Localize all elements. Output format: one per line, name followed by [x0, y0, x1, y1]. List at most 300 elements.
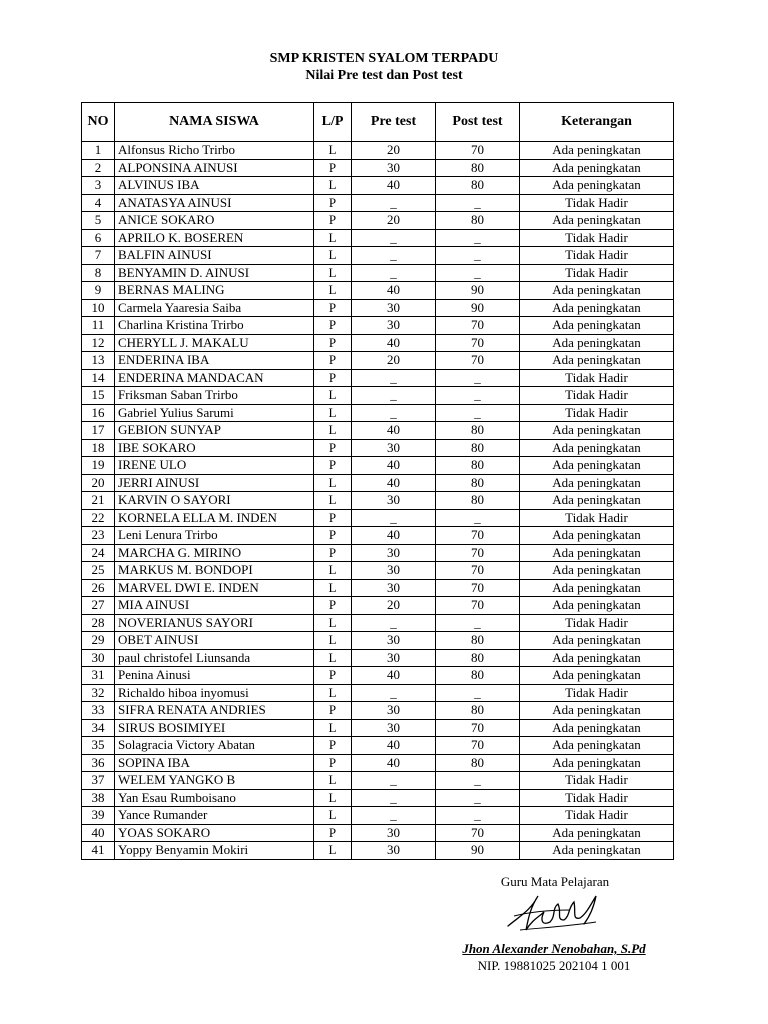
cell-remarks: Ada peningkatan — [520, 177, 674, 195]
cell-pretest: 30 — [352, 492, 436, 510]
cell-no: 3 — [82, 177, 115, 195]
table-row — [82, 719, 674, 737]
table-row — [82, 597, 674, 615]
cell-pretest: _ — [352, 684, 436, 702]
cell-remarks: Ada peningkatan — [520, 702, 674, 720]
cell-gender: L — [314, 632, 352, 650]
cell-posttest: 80 — [436, 474, 520, 492]
grades-table — [81, 102, 674, 860]
table-row — [82, 317, 674, 335]
cell-remarks: Ada peningkatan — [520, 527, 674, 545]
cell-remarks: Tidak Hadir — [520, 404, 674, 422]
cell-remarks: Tidak Hadir — [520, 614, 674, 632]
cell-posttest: 70 — [436, 824, 520, 842]
cell-no: 41 — [82, 842, 115, 860]
cell-pretest: 30 — [352, 579, 436, 597]
cell-gender: L — [314, 562, 352, 580]
cell-posttest: 70 — [436, 334, 520, 352]
cell-remarks: Ada peningkatan — [520, 142, 674, 160]
cell-remarks: Tidak Hadir — [520, 194, 674, 212]
cell-posttest: 70 — [436, 579, 520, 597]
cell-gender: L — [314, 177, 352, 195]
cell-gender: L — [314, 492, 352, 510]
table-row — [82, 789, 674, 807]
cell-posttest: 70 — [436, 317, 520, 335]
table-row — [82, 754, 674, 772]
cell-gender: P — [314, 527, 352, 545]
cell-remarks: Tidak Hadir — [520, 387, 674, 405]
cell-name: JERRI AINUSI — [115, 474, 314, 492]
table-row — [82, 684, 674, 702]
cell-no: 24 — [82, 544, 115, 562]
cell-posttest: 70 — [436, 737, 520, 755]
table-row — [82, 352, 674, 370]
cell-remarks: Ada peningkatan — [520, 842, 674, 860]
cell-remarks: Tidak Hadir — [520, 509, 674, 527]
cell-gender: L — [314, 229, 352, 247]
cell-no: 31 — [82, 667, 115, 685]
table-row — [82, 247, 674, 265]
table-row — [82, 422, 674, 440]
cell-name: KARVIN O SAYORI — [115, 492, 314, 510]
cell-pretest: 30 — [352, 719, 436, 737]
cell-gender: P — [314, 667, 352, 685]
table-row — [82, 387, 674, 405]
cell-gender: L — [314, 282, 352, 300]
cell-remarks: Ada peningkatan — [520, 317, 674, 335]
cell-no: 20 — [82, 474, 115, 492]
cell-no: 27 — [82, 597, 115, 615]
cell-no: 32 — [82, 684, 115, 702]
cell-name: Carmela Yaaresia Saiba — [115, 299, 314, 317]
cell-name: SIFRA RENATA ANDRIES — [115, 702, 314, 720]
table-row — [82, 509, 674, 527]
cell-pretest: 40 — [352, 527, 436, 545]
cell-posttest: 80 — [436, 422, 520, 440]
cell-remarks: Ada peningkatan — [520, 352, 674, 370]
cell-remarks: Ada peningkatan — [520, 422, 674, 440]
cell-no: 21 — [82, 492, 115, 510]
cell-remarks: Ada peningkatan — [520, 334, 674, 352]
cell-posttest: 70 — [436, 527, 520, 545]
cell-name: Penina Ainusi — [115, 667, 314, 685]
cell-posttest: 80 — [436, 702, 520, 720]
cell-name: NOVERIANUS SAYORI — [115, 614, 314, 632]
cell-remarks: Ada peningkatan — [520, 649, 674, 667]
cell-posttest: _ — [436, 247, 520, 265]
cell-name: ANATASYA AINUSI — [115, 194, 314, 212]
cell-gender: P — [314, 212, 352, 230]
table-row — [82, 142, 674, 160]
table-body — [82, 142, 674, 860]
cell-posttest: 70 — [436, 597, 520, 615]
cell-posttest: 70 — [436, 562, 520, 580]
cell-name: APRILO K. BOSEREN — [115, 229, 314, 247]
cell-gender: L — [314, 842, 352, 860]
cell-name: KORNELA ELLA M. INDEN — [115, 509, 314, 527]
table-row — [82, 159, 674, 177]
cell-remarks: Ada peningkatan — [520, 562, 674, 580]
table-row — [82, 457, 674, 475]
cell-pretest: 20 — [352, 597, 436, 615]
cell-name: IRENE ULO — [115, 457, 314, 475]
cell-pretest: 30 — [352, 299, 436, 317]
cell-no: 38 — [82, 789, 115, 807]
cell-posttest: _ — [436, 229, 520, 247]
cell-name: MIA AINUSI — [115, 597, 314, 615]
cell-posttest: 80 — [436, 649, 520, 667]
table-row — [82, 702, 674, 720]
cell-gender: P — [314, 824, 352, 842]
cell-no: 23 — [82, 527, 115, 545]
cell-no: 34 — [82, 719, 115, 737]
column-header-name: NAMA SISWA — [115, 103, 314, 142]
cell-pretest: _ — [352, 614, 436, 632]
cell-no: 37 — [82, 772, 115, 790]
cell-pretest: _ — [352, 772, 436, 790]
cell-remarks: Tidak Hadir — [520, 684, 674, 702]
cell-name: YOAS SOKARO — [115, 824, 314, 842]
cell-gender: L — [314, 387, 352, 405]
cell-gender: L — [314, 807, 352, 825]
cell-name: Friksman Saban Trirbo — [115, 387, 314, 405]
cell-gender: L — [314, 684, 352, 702]
cell-no: 19 — [82, 457, 115, 475]
cell-gender: P — [314, 509, 352, 527]
table-row — [82, 772, 674, 790]
cell-posttest: _ — [436, 194, 520, 212]
table-row — [82, 667, 674, 685]
cell-posttest: 90 — [436, 282, 520, 300]
table-row — [82, 282, 674, 300]
cell-remarks: Ada peningkatan — [520, 579, 674, 597]
cell-gender: L — [314, 614, 352, 632]
cell-posttest: 80 — [436, 632, 520, 650]
column-header-posttest: Post test — [436, 103, 520, 142]
cell-remarks: Ada peningkatan — [520, 212, 674, 230]
cell-no: 14 — [82, 369, 115, 387]
cell-name: Leni Lenura Trirbo — [115, 527, 314, 545]
cell-posttest: _ — [436, 789, 520, 807]
cell-name: BALFIN AINUSI — [115, 247, 314, 265]
cell-remarks: Ada peningkatan — [520, 439, 674, 457]
cell-pretest: _ — [352, 369, 436, 387]
cell-pretest: 30 — [352, 632, 436, 650]
cell-remarks: Ada peningkatan — [520, 299, 674, 317]
table-header-row — [82, 103, 674, 142]
cell-name: ALVINUS IBA — [115, 177, 314, 195]
cell-no: 10 — [82, 299, 115, 317]
cell-gender: L — [314, 422, 352, 440]
cell-pretest: _ — [352, 509, 436, 527]
cell-pretest: 30 — [352, 649, 436, 667]
cell-name: ENDERINA IBA — [115, 352, 314, 370]
cell-posttest: _ — [436, 614, 520, 632]
cell-no: 36 — [82, 754, 115, 772]
cell-pretest: 20 — [352, 352, 436, 370]
cell-name: MARCHA G. MIRINO — [115, 544, 314, 562]
cell-pretest: 40 — [352, 282, 436, 300]
cell-remarks: Ada peningkatan — [520, 282, 674, 300]
cell-pretest: 20 — [352, 142, 436, 160]
cell-posttest: 70 — [436, 544, 520, 562]
cell-remarks: Ada peningkatan — [520, 159, 674, 177]
cell-gender: P — [314, 754, 352, 772]
cell-gender: P — [314, 544, 352, 562]
cell-remarks: Ada peningkatan — [520, 754, 674, 772]
cell-remarks: Tidak Hadir — [520, 247, 674, 265]
table-row — [82, 194, 674, 212]
document-subtitle: Nilai Pre test dan Post test — [305, 68, 463, 83]
cell-name: Yance Rumander — [115, 807, 314, 825]
cell-no: 39 — [82, 807, 115, 825]
cell-name: CHERYLL J. MAKALU — [115, 334, 314, 352]
teacher-name: Jhon Alexander Nenobahan, S.Pd — [462, 941, 646, 956]
cell-remarks: Ada peningkatan — [520, 544, 674, 562]
cell-posttest: _ — [436, 807, 520, 825]
cell-gender: P — [314, 194, 352, 212]
cell-remarks: Tidak Hadir — [520, 789, 674, 807]
table-row — [82, 649, 674, 667]
cell-gender: L — [314, 247, 352, 265]
cell-no: 1 — [82, 142, 115, 160]
cell-posttest: _ — [436, 772, 520, 790]
cell-posttest: 90 — [436, 842, 520, 860]
cell-no: 30 — [82, 649, 115, 667]
table-row — [82, 527, 674, 545]
cell-no: 7 — [82, 247, 115, 265]
cell-posttest: 70 — [436, 142, 520, 160]
cell-no: 9 — [82, 282, 115, 300]
cell-pretest: 30 — [352, 317, 436, 335]
table-row — [82, 264, 674, 282]
cell-no: 22 — [82, 509, 115, 527]
cell-no: 11 — [82, 317, 115, 335]
cell-no: 8 — [82, 264, 115, 282]
table-row — [82, 544, 674, 562]
cell-no: 4 — [82, 194, 115, 212]
cell-gender: L — [314, 772, 352, 790]
column-header-gender: L/P — [314, 103, 352, 142]
cell-pretest: 30 — [352, 824, 436, 842]
table-row — [82, 614, 674, 632]
cell-name: OBET AINUSI — [115, 632, 314, 650]
cell-pretest: _ — [352, 387, 436, 405]
cell-no: 12 — [82, 334, 115, 352]
cell-gender: P — [314, 299, 352, 317]
cell-name: Richaldo hiboa inyomusi — [115, 684, 314, 702]
cell-pretest: 40 — [352, 334, 436, 352]
cell-no: 13 — [82, 352, 115, 370]
teacher-role: Guru Mata Pelajaran — [500, 874, 610, 889]
cell-gender: P — [314, 159, 352, 177]
cell-name: SIRUS BOSIMIYEI — [115, 719, 314, 737]
cell-gender: P — [314, 352, 352, 370]
cell-gender: L — [314, 404, 352, 422]
cell-no: 5 — [82, 212, 115, 230]
cell-pretest: _ — [352, 404, 436, 422]
cell-no: 29 — [82, 632, 115, 650]
cell-pretest: _ — [352, 789, 436, 807]
cell-name: IBE SOKARO — [115, 439, 314, 457]
cell-gender: L — [314, 649, 352, 667]
table-row — [82, 492, 674, 510]
cell-pretest: 30 — [352, 159, 436, 177]
cell-posttest: 70 — [436, 719, 520, 737]
column-header-pretest: Pre test — [352, 103, 436, 142]
cell-name: Solagracia Victory Abatan — [115, 737, 314, 755]
cell-gender: P — [314, 702, 352, 720]
cell-pretest: _ — [352, 264, 436, 282]
cell-posttest: _ — [436, 387, 520, 405]
table-row — [82, 212, 674, 230]
cell-remarks: Ada peningkatan — [520, 492, 674, 510]
table-row — [82, 474, 674, 492]
table-row — [82, 824, 674, 842]
cell-gender: P — [314, 334, 352, 352]
cell-no: 15 — [82, 387, 115, 405]
cell-remarks: Ada peningkatan — [520, 667, 674, 685]
cell-remarks: Ada peningkatan — [520, 474, 674, 492]
cell-remarks: Ada peningkatan — [520, 824, 674, 842]
table-row — [82, 562, 674, 580]
cell-pretest: 40 — [352, 177, 436, 195]
cell-posttest: 80 — [436, 667, 520, 685]
cell-pretest: _ — [352, 807, 436, 825]
cell-name: Alfonsus Richo Trirbo — [115, 142, 314, 160]
table-row — [82, 439, 674, 457]
cell-pretest: 40 — [352, 667, 436, 685]
table-row — [82, 579, 674, 597]
cell-pretest: 40 — [352, 737, 436, 755]
cell-posttest: _ — [436, 509, 520, 527]
column-header-no: NO — [82, 103, 115, 142]
table-row — [82, 737, 674, 755]
cell-name: BERNAS MALING — [115, 282, 314, 300]
cell-gender: P — [314, 439, 352, 457]
cell-gender: L — [314, 474, 352, 492]
cell-pretest: 40 — [352, 754, 436, 772]
cell-no: 17 — [82, 422, 115, 440]
cell-pretest: 40 — [352, 422, 436, 440]
cell-gender: P — [314, 457, 352, 475]
teacher-nip: NIP. 19881025 202104 1 001 — [477, 958, 631, 973]
cell-name: MARVEL DWI E. INDEN — [115, 579, 314, 597]
cell-posttest: 90 — [436, 299, 520, 317]
cell-name: GEBION SUNYAP — [115, 422, 314, 440]
table-row — [82, 842, 674, 860]
cell-pretest: _ — [352, 194, 436, 212]
cell-posttest: 80 — [436, 439, 520, 457]
table-row — [82, 404, 674, 422]
cell-pretest: _ — [352, 247, 436, 265]
cell-gender: L — [314, 264, 352, 282]
table-row — [82, 334, 674, 352]
cell-name: SOPINA IBA — [115, 754, 314, 772]
cell-gender: L — [314, 579, 352, 597]
cell-posttest: _ — [436, 369, 520, 387]
cell-name: Yan Esau Rumboisano — [115, 789, 314, 807]
cell-no: 25 — [82, 562, 115, 580]
table-row — [82, 177, 674, 195]
cell-remarks: Ada peningkatan — [520, 597, 674, 615]
cell-pretest: _ — [352, 229, 436, 247]
table-row — [82, 632, 674, 650]
cell-name: paul christofel Liunsanda — [115, 649, 314, 667]
cell-no: 35 — [82, 737, 115, 755]
cell-remarks: Ada peningkatan — [520, 737, 674, 755]
cell-pretest: 30 — [352, 702, 436, 720]
cell-no: 18 — [82, 439, 115, 457]
cell-posttest: 80 — [436, 457, 520, 475]
cell-name: Gabriel Yulius Sarumi — [115, 404, 314, 422]
cell-name: Charlina Kristina Trirbo — [115, 317, 314, 335]
cell-remarks: Ada peningkatan — [520, 457, 674, 475]
cell-name: MARKUS M. BONDOPI — [115, 562, 314, 580]
cell-pretest: 40 — [352, 457, 436, 475]
cell-pretest: 40 — [352, 474, 436, 492]
cell-posttest: 70 — [436, 352, 520, 370]
cell-name: Yoppy Benyamin Mokiri — [115, 842, 314, 860]
cell-remarks: Tidak Hadir — [520, 772, 674, 790]
cell-posttest: _ — [436, 684, 520, 702]
cell-posttest: 80 — [436, 492, 520, 510]
cell-name: ALPONSINA AINUSI — [115, 159, 314, 177]
cell-gender: L — [314, 789, 352, 807]
cell-posttest: 80 — [436, 212, 520, 230]
cell-posttest: _ — [436, 404, 520, 422]
cell-remarks: Tidak Hadir — [520, 264, 674, 282]
cell-remarks: Tidak Hadir — [520, 229, 674, 247]
cell-gender: P — [314, 369, 352, 387]
signature-image — [500, 886, 610, 936]
cell-posttest: _ — [436, 264, 520, 282]
table-row — [82, 369, 674, 387]
cell-pretest: 30 — [352, 842, 436, 860]
cell-remarks: Ada peningkatan — [520, 719, 674, 737]
cell-no: 16 — [82, 404, 115, 422]
table-row — [82, 807, 674, 825]
cell-pretest: 20 — [352, 212, 436, 230]
cell-name: BENYAMIN D. AINUSI — [115, 264, 314, 282]
cell-posttest: 80 — [436, 754, 520, 772]
cell-gender: P — [314, 597, 352, 615]
cell-pretest: 30 — [352, 439, 436, 457]
cell-no: 26 — [82, 579, 115, 597]
cell-gender: L — [314, 719, 352, 737]
cell-no: 6 — [82, 229, 115, 247]
cell-no: 33 — [82, 702, 115, 720]
cell-name: ANICE SOKARO — [115, 212, 314, 230]
cell-gender: L — [314, 142, 352, 160]
table-row — [82, 299, 674, 317]
table-row — [82, 229, 674, 247]
cell-gender: P — [314, 317, 352, 335]
cell-remarks: Ada peningkatan — [520, 632, 674, 650]
cell-posttest: 80 — [436, 159, 520, 177]
cell-remarks: Tidak Hadir — [520, 369, 674, 387]
cell-no: 28 — [82, 614, 115, 632]
school-title: SMP KRISTEN SYALOM TERPADU — [269, 51, 499, 66]
cell-gender: P — [314, 737, 352, 755]
cell-pretest: 30 — [352, 562, 436, 580]
cell-no: 40 — [82, 824, 115, 842]
cell-name: WELEM YANGKO B — [115, 772, 314, 790]
cell-posttest: 80 — [436, 177, 520, 195]
cell-pretest: 30 — [352, 544, 436, 562]
column-header-remarks: Keterangan — [520, 103, 674, 142]
cell-no: 2 — [82, 159, 115, 177]
